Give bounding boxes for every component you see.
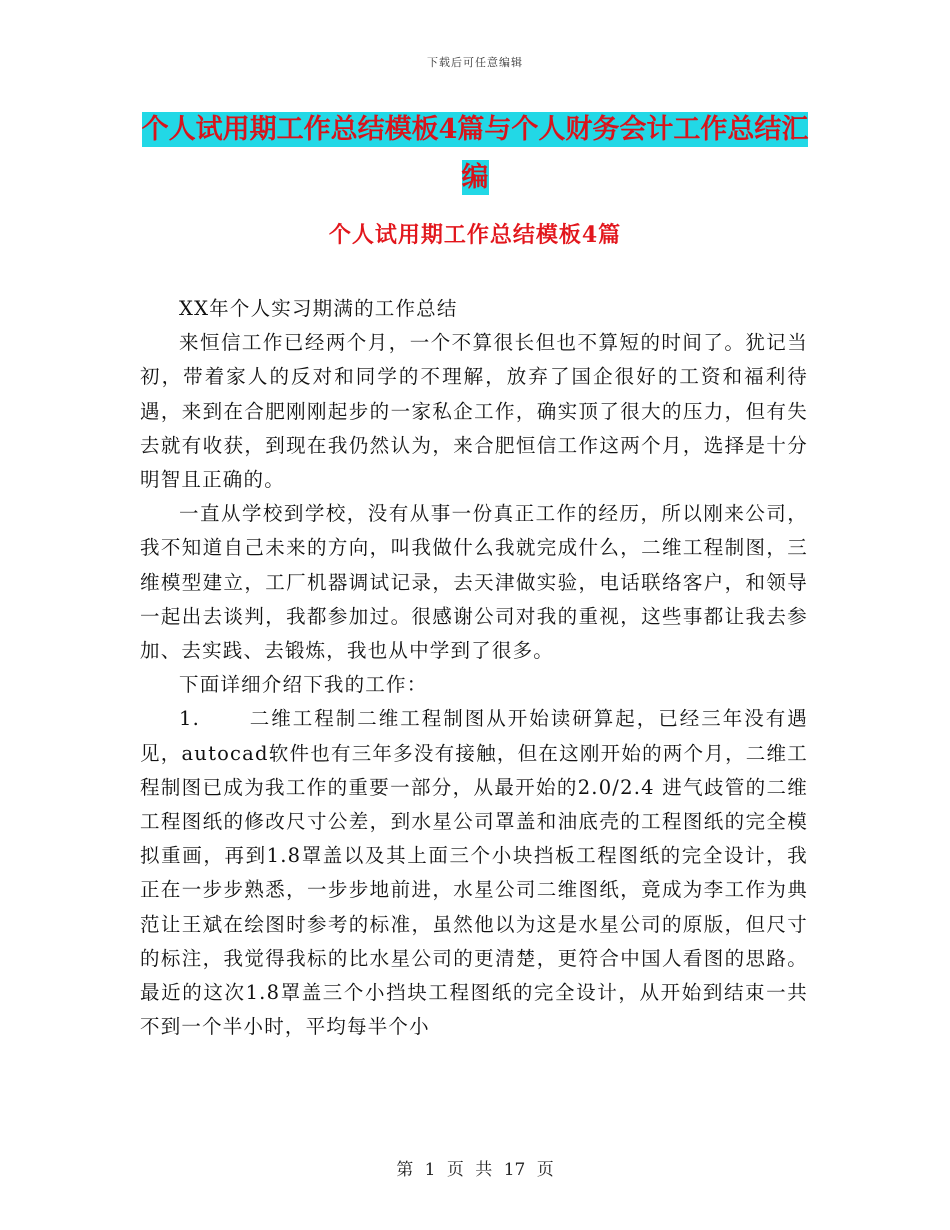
page-footer: 第 1 页 共 17 页: [396, 1160, 554, 1180]
document-body: [140, 292, 808, 1044]
list-item-number: 1.: [179, 707, 201, 731]
list-item-text: 二维工程制二维工程制图从开始读研算起，已经三年没有遇见，autocad软件也有三年多没有接触，但在这刚开始的两个月，二维工程制图已成为我工作的重要一部分，从最开始的2.0/2.4 进气歧管的二维工程图纸的修改尺寸公差，到水星公司罩盖和油底壳的工程图纸的完全模拟重画，再到1.8罩盖以及其上面三个小块挡板工程图纸的完全设计，我正在一步步熟悉，一步步地前进，水星公司二维图纸，竟成为李工作为典范让王斌在绘图时参考的标准，虽然他以为这是水星公司的原版，但尺寸的标注，我觉得我标的比水星公司的更清楚，更符合中国人看图的思路。最近的这次1.8罩盖三个小挡块工程图纸的完全设计，从开始到结束一共不到一个半小时，平均每半个小: [140, 707, 808, 1039]
paragraph: 下面详细介绍下我的工作：: [179, 673, 428, 697]
document-title: [140, 106, 810, 202]
paragraph: 一直从学校到学校，没有从事一份真正工作的经历，所以刚来公司，我不知道自己未来的方向，叫我做什么我就完成什么，二维工程制图，三维模型建立，工厂机器调试记录，去天津做实验，电话联络客户，和领导一起出去谈判，我都参加过。很感谢公司对我的重视，这些事都让我去参加、去实践、去锻炼，我也从中学到了很多。: [140, 502, 808, 663]
section-title: 个人试用期工作总结模板4篇: [328, 222, 622, 248]
paragraph-subtitle: XX年个人实习期满的工作总结: [179, 297, 458, 320]
list-item: [140, 702, 808, 1044]
header-note: 下载后可任意编辑: [427, 56, 523, 69]
paragraph: 来恒信工作已经两个月，一个不算很长但也不算短的时间了。犹记当初，带着家人的反对和同学的不理解，放弃了国企很好的工资和福利待遇，来到在合肥刚刚起步的一家私企工作，确实顶了很大的压力，但有失去就有收获，到现在我仍然认为，来合肥恒信工作这两个月，选择是十分明智且正确的。: [140, 331, 808, 492]
document-title-text: 个人试用期工作总结模板4篇与个人财务会计工作总结汇编: [141, 114, 809, 193]
